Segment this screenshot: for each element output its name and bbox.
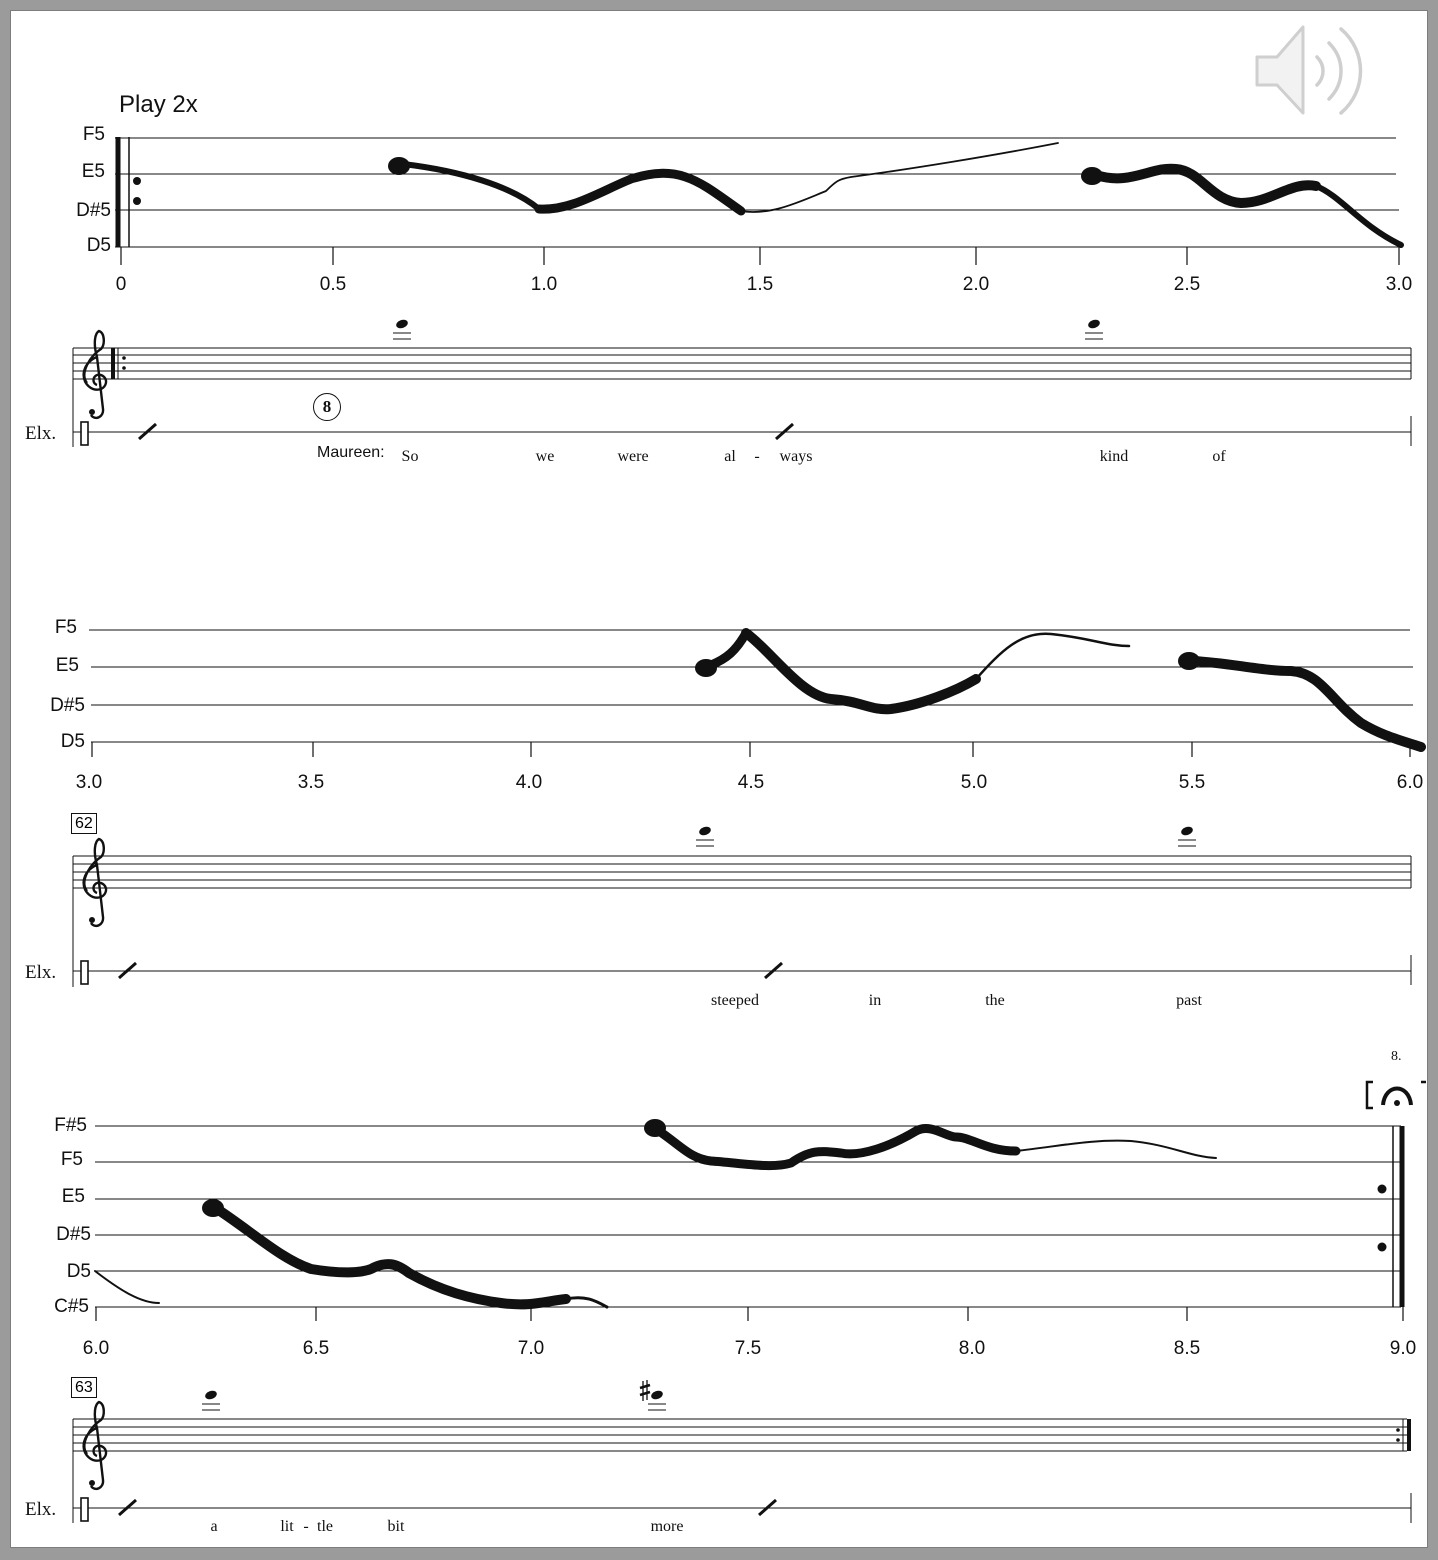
lyric-syllable: more: [650, 1518, 684, 1535]
time-tick-label: 8.0: [958, 1338, 986, 1359]
rehearsal-mark: 8: [313, 393, 341, 421]
lyric-syllable: So: [401, 448, 419, 465]
pitch-label: D#5: [76, 200, 111, 221]
lyric-syllable: were: [617, 448, 649, 465]
pitch-graph: [95, 1126, 1403, 1321]
instrument-label: Elx.: [25, 1499, 57, 1520]
time-tick-label: 6.0: [1396, 772, 1424, 793]
time-tick-label: 7.5: [734, 1338, 762, 1359]
fermata-icon: [1367, 1082, 1426, 1108]
pitch-graph: [115, 137, 1399, 265]
time-tick-label: 2.0: [962, 274, 990, 295]
lyric-syllable: the: [985, 992, 1005, 1009]
note-head: [696, 825, 714, 846]
instrument-label: Elx.: [25, 962, 57, 983]
pitch-graph: [89, 630, 1413, 757]
pitch-label: E5: [61, 1186, 85, 1207]
play-instruction: Play 2x: [119, 91, 198, 118]
time-tick-label: 4.0: [515, 772, 543, 793]
percussion-clef-icon: [81, 1498, 88, 1521]
time-tick-label: 6.0: [82, 1338, 110, 1359]
pitch-contour: [695, 633, 1421, 747]
lyric-syllable: kind: [1099, 448, 1129, 465]
notation-staff: [73, 348, 1411, 447]
lyric-syllable: a: [210, 1518, 218, 1535]
time-tick-label: 6.5: [302, 1338, 330, 1359]
treble-clef-icon: [84, 839, 106, 926]
score-page: [10, 10, 1428, 1548]
speaker-label: Maureen:: [317, 444, 385, 461]
time-tick-label: 8.5: [1173, 1338, 1201, 1359]
notation-staff: [73, 856, 1411, 987]
note-head: [393, 318, 411, 339]
time-tick-label: 3.0: [1385, 274, 1413, 295]
pitch-label: D#5: [50, 695, 85, 716]
lyric-syllable: of: [1212, 448, 1226, 465]
note-head: [1178, 825, 1196, 846]
time-tick-label: 2.5: [1173, 274, 1201, 295]
lyric-syllable: tle: [317, 1518, 333, 1535]
lyric-syllable: we: [535, 448, 555, 465]
lyric-syllable: past: [1176, 992, 1202, 1009]
pitch-label: F#5: [54, 1115, 87, 1136]
lyric-hyphen: -: [303, 1518, 309, 1535]
treble-clef-icon: [84, 331, 106, 418]
time-tick-label: 5.5: [1178, 772, 1206, 793]
lyric-syllable: al: [724, 448, 736, 465]
time-tick-label: 1.0: [530, 274, 558, 295]
lyric-syllable: in: [868, 992, 882, 1009]
lyric-syllable: lit: [280, 1518, 294, 1535]
pitch-label: C#5: [54, 1296, 89, 1317]
speaker-volume-icon[interactable]: [1257, 27, 1361, 113]
pitch-label: D5: [86, 235, 111, 256]
pitch-contour: [95, 1119, 1216, 1307]
time-tick-label: 1.5: [746, 274, 774, 295]
treble-clef-icon: [84, 1402, 106, 1489]
pitch-label: F5: [54, 617, 77, 638]
pitch-label: F5: [82, 124, 105, 145]
time-tick-label: 5.0: [960, 772, 988, 793]
time-tick-label: 0.5: [319, 274, 347, 295]
score-graphics: [11, 11, 1427, 1547]
sharp-icon: [640, 1380, 650, 1401]
time-tick-label: 9.0: [1389, 1338, 1417, 1359]
pitch-label: D#5: [56, 1224, 91, 1245]
percussion-clef-icon: [81, 422, 88, 445]
time-tick-label: 3.0: [75, 772, 103, 793]
note-head: [648, 1389, 666, 1410]
measure-number: 63: [71, 1377, 97, 1398]
lyric-syllable: steeped: [711, 992, 759, 1009]
pitch-label: E5: [81, 161, 105, 182]
time-tick-label: 3.5: [297, 772, 325, 793]
note-head: [1085, 318, 1103, 339]
time-tick-label: 4.5: [737, 772, 765, 793]
time-tick-label: 7.0: [517, 1338, 545, 1359]
pitch-label: D5: [66, 1261, 91, 1282]
pitch-label: E5: [55, 655, 79, 676]
lyric-hyphen: -: [754, 448, 760, 465]
time-tick-label: 0: [115, 274, 127, 295]
note-head: [202, 1389, 220, 1410]
lyric-syllable: bit: [387, 1518, 405, 1535]
percussion-clef-icon: [81, 961, 88, 984]
measure-number: 62: [71, 813, 97, 834]
notation-staff: [73, 1419, 1411, 1523]
fermata-duration: 8.: [1391, 1049, 1402, 1064]
instrument-label: Elx.: [25, 423, 57, 444]
lyric-syllable: ways: [779, 448, 813, 465]
pitch-label: F5: [60, 1149, 83, 1170]
pitch-label: D5: [60, 731, 85, 752]
pitch-contour: [388, 143, 1401, 245]
